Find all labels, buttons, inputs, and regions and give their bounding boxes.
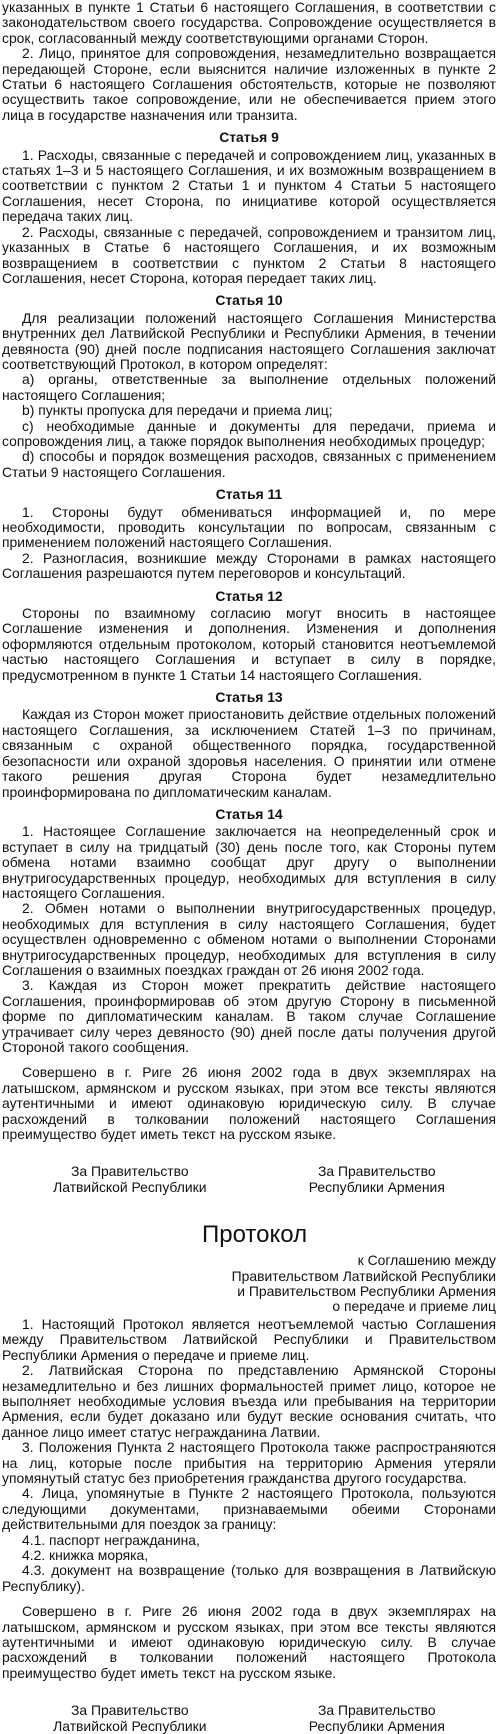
paragraph: 4. Лица, упомянутые в Пункте 2 настоящего Протокола, пользуются следующими документами, признаваемыми обеими Сторонами действительными для поездок за границу: xyxy=(2,1485,496,1533)
signature-line: За Правительство xyxy=(71,1702,189,1719)
paragraph: 1. Настоящее Соглашение заключается на неопределенный срок и вступает в силу на тридцатый (30) день после того, как Стороны путем обмена нотами взаимно сообщат друг другу о выполнении внутригосударственных процедур, необходимых для вступления в силу настоящего Соглашения. xyxy=(2,823,496,901)
paragraph: 1. Настоящий Протокол является неотъемлемой частью Соглашения между Правительством Латвийской Республики и Правительством Республики Армения о передаче и приеме лиц. xyxy=(2,1315,496,1363)
signature-armenia xyxy=(309,1164,445,1195)
subtitle-line: и Правительством Республики Армения xyxy=(237,1283,496,1300)
signature-line: Республики Армения xyxy=(308,1717,445,1734)
paragraph: 2. Расходы, связанные с передачей, сопровождением и транзитом лиц, указанных в Статье 6 настоящего Соглашения, и их возможным возвращением в соответствии с пунктом 2 Статьи 8 настоящего Соглашения, несет Сторона, которая передает таких лиц. xyxy=(2,223,496,286)
paragraph: 2. Разногласия, возникшие между Сторонами в рамках настоящего Соглашения разрешаются путем переговоров и консультаций. xyxy=(2,549,496,582)
subtitle-line: о передаче и приеме лиц xyxy=(332,1298,496,1315)
signature-latvia xyxy=(53,1703,206,1734)
protocol-title: Протокол xyxy=(202,1221,308,1249)
signature-line: За Правительство xyxy=(318,1163,436,1180)
list-item: 4.2. книжка моряка, xyxy=(22,1546,149,1563)
closing-paragraph: Совершено в г. Риге 26 июня 2002 года в двух экземплярах на латышском, армянском и русском языках, при этом все тексты являются аутентичными и имеют одинаковую юридическую силу. В случае расхождений в толковании положений настоящего Соглашения преимущество будет иметь текст на русском языке. xyxy=(2,1064,496,1143)
paragraph: Для реализации положений настоящего Соглашения Министерства внутренних дел Латвийской Республики и Республики Армения, в течении девяноста (90) дней после подписания настоящего Соглашения заключат соответствующий Протокол, в котором определят: xyxy=(2,309,496,372)
signature-block-protocol xyxy=(2,1703,496,1734)
subtitle-line: к Соглашению между xyxy=(357,1252,496,1269)
paragraph: Стороны по взаимному согласию могут вносить в настоящее Соглашение изменения и дополнения. Изменения и дополнения оформляются отдельным протоколом, который становится неотъемлемой частью настоящего Соглашения и вступает в силу в порядке, предусмотренном в пункте 1 Статьи 14 настоящего Соглашения. xyxy=(2,605,496,683)
signature-latvia xyxy=(53,1164,206,1195)
article-13-title: Статья 13 xyxy=(215,689,283,706)
paragraph: 2. Лицо, принятое для сопровождения, незамедлительно возвращается передающей Стороне, если выяснится наличие изложенных в пункте 2 Статьи 6 настоящего Соглашения обстоятельств, которые не позволяют осуществить такое сопровождение, или не обеспечивается прием этого лица в государстве назначения или транзита. xyxy=(2,45,496,123)
article-10-title: Статья 10 xyxy=(215,292,283,309)
paragraph: 1. Расходы, связанные с передачей и сопровождением лиц, указанных в статьях 1–3 и 5 настоящего Соглашения, и их возможным возвращением в соответствии с пунктом 2 Статьи 1 и пунктом 4 Статьи 5 настоящего Соглашения, несет Сторона, по инициативе которой осуществляется передача таких лиц. xyxy=(2,146,496,225)
paragraph: 2. Латвийская Сторона по представлению Армянской Стороны незамедлительно и без лишних формальностей примет лицо, которое не выполняет необходимые условия въезда или пребывания на территории Армения, если будет доказано или будут веские основания считать, что данное лицо имеет статус негражданина Латвии. xyxy=(2,1362,496,1440)
paragraph: Каждая из Сторон может приостановить действие отдельных положений настоящего Соглашения, за исключением Статей 1–3 по причинам, связанным с охраной общественного порядка, государственной безопасности или охраной здоровья населения. О принятии или отмене такого решения другая Сторона будет незамедлительно проинформирована по дипломатическим каналам. xyxy=(2,706,496,800)
signature-line: Латвийской Республики xyxy=(53,1717,207,1734)
paragraph: 3. Положения Пункта 2 настоящего Протокола также распространяются на лиц, которые после прибытия на территорию Армения утеряли упомянутый статус без приобретения гражданства другого государства. xyxy=(2,1439,496,1486)
paragraph: 1. Стороны будут обмениваться информацией и, по мере необходимости, проводить консультации по вопросам, связанным с применением положений настоящего Соглашения. xyxy=(2,503,496,551)
article-11-title: Статья 11 xyxy=(215,486,283,503)
paragraph: 2. Обмен нотами о выполнении внутригосударственных процедур, необходимых для вступления в силу настоящего Соглашения, будет осуществлен одновременно с обменом нотами о выполнении Сторонами внутригосударственных процедур, необходимых для вступления в силу Соглашения о взаимных поездках граждан от 26 июня 2002 года. xyxy=(2,900,496,978)
list-item: 4.3. документ на возвращение (только для возвращения в Латвийскую Республику). xyxy=(2,1562,496,1594)
article-12-title: Статья 12 xyxy=(215,587,283,604)
signature-line: Латвийской Республики xyxy=(53,1178,207,1195)
paragraph: указанных в пункте 1 Статьи 6 настоящего Соглашения, в соответствии с законодательством своего государства. Сопровождение осуществляется в срок, согласованный между соответствующими органами Сторон. xyxy=(2,0,496,46)
signature-block-agreement xyxy=(2,1164,496,1195)
list-item: с) необходимые данные и документы для передачи, приема и сопровождения лиц, а также порядок выполнения необходимых процедур; xyxy=(2,417,496,449)
list-item: d) способы и порядок возмещения расходов, связанных с применением Статьи 9 настоящего Соглашения. xyxy=(2,448,496,480)
protocol-subtitle xyxy=(2,1253,496,1315)
signature-line: За Правительство xyxy=(318,1702,436,1719)
signature-armenia xyxy=(309,1703,445,1734)
paragraph: 3. Каждая из Сторон может прекратить действие настоящего Соглашения, проинформировав об этом другую Сторону в письменной форме по дипломатическим каналам. В таком случае Соглашение утрачивает силу через девяносто (90) дней после даты получения другой Стороной такого сообщения. xyxy=(2,977,496,1055)
protocol-header xyxy=(2,1221,496,1249)
list-item: b) пункты пропуска для передачи и приема лиц; xyxy=(22,402,333,419)
list-item: 4.1. паспорт негражданина, xyxy=(22,1531,200,1548)
subtitle-line: Правительством Латвийской Республики xyxy=(231,1267,496,1284)
closing-paragraph: Совершено в г. Риге 26 июня 2002 года в двух экземплярах на латышском, армянском и русском языках, при этом все тексты являются аутентичными и имеют одинаковую юридическую силу. В случае расхождений в толковании положений настоящего Протокола преимущество будет иметь текст на русском языке. xyxy=(2,1603,496,1681)
article-14-title: Статья 14 xyxy=(215,805,283,822)
list-item: а) органы, ответственные за выполнение отдельных положений настоящего Соглашения; xyxy=(2,371,496,403)
signature-line: За Правительство xyxy=(71,1163,189,1180)
signature-line: Республики Армения xyxy=(308,1178,445,1195)
article-9-title: Статья 9 xyxy=(219,129,279,146)
